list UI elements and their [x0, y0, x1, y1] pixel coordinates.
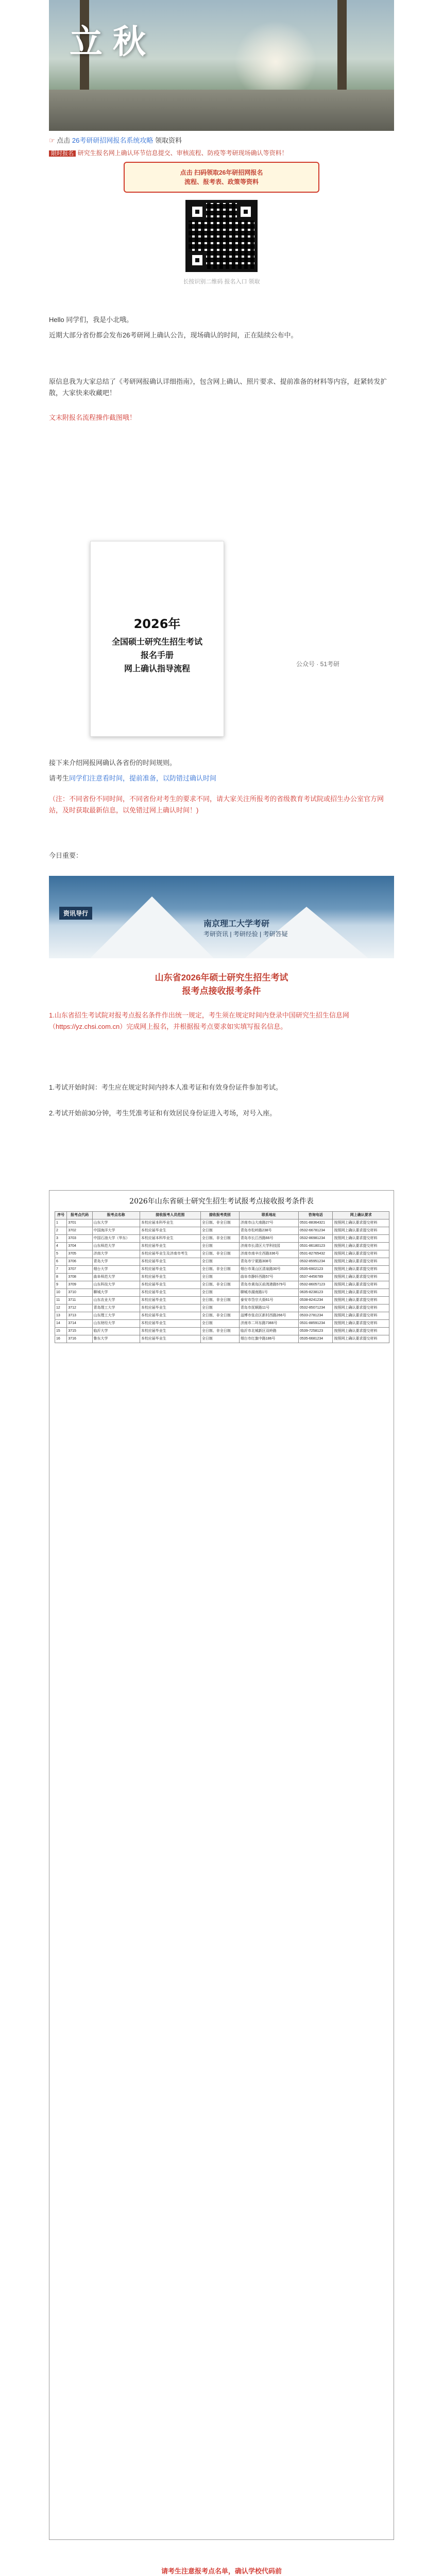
table-cell: 临沂市北城新区双岭路 [239, 1328, 298, 1335]
province-body: 1.山东省招生考试院对报考点报名条件作出统一规定，考生须在规定时间内登录中国研究生招生信息网（https://yz.chsi.com.cn）完成网上报名，并根据报考点要求如实填写报名信息。 [49, 1011, 349, 1030]
table-row [55, 1281, 389, 1289]
table-body [55, 1219, 389, 1343]
table-cell: 4 [55, 1243, 67, 1250]
table-cell: 按照网上确认要求提交材料 [333, 1328, 389, 1335]
table-cell: 全日制 [200, 1320, 239, 1328]
table-cell: 3706 [67, 1258, 92, 1266]
road [49, 90, 394, 131]
table-cell: 全日制 [200, 1243, 239, 1250]
table-row [55, 1335, 389, 1343]
table-cell: 0531-88364321 [299, 1219, 333, 1227]
table-cell: 山东农业大学 [92, 1297, 140, 1304]
table-cell: 青岛市宁夏路308号 [239, 1258, 298, 1266]
table-row [55, 1250, 389, 1258]
exam-site-table-image [49, 1190, 394, 2540]
table-header-cell: 报考点名称 [92, 1212, 140, 1219]
table-row [55, 1266, 389, 1274]
table-cell: 3711 [67, 1297, 92, 1304]
notice-tip-prefix: 请考生 [49, 774, 70, 782]
table-cell: 0635-8238123 [299, 1289, 333, 1297]
table-header-cell: 接收报考人员范围 [140, 1212, 200, 1219]
table-cell: 本校应届毕业生 [140, 1243, 200, 1250]
mountain-banner-image [49, 876, 394, 958]
table-row [55, 1227, 389, 1235]
table-cell: 3705 [67, 1250, 92, 1258]
table-cell: 5 [55, 1250, 67, 1258]
mountain-subcaption: 考研资讯 | 考研经验 | 考研答疑 [203, 930, 288, 938]
promo-banner-line1: 点击 扫码领取26年研招网报名 [180, 169, 263, 176]
table-cell: 按照网上确认要求提交材料 [333, 1297, 389, 1304]
table-cell: 按照网上确认要求提交材料 [333, 1243, 389, 1250]
province-title-2: 报考点接收报考条件 [182, 986, 261, 996]
header-line2-text: 研究生报名网上确认环节信息提交、审核流程、防疫等考研现场确认等资料！ [77, 149, 288, 157]
table-cell: 3716 [67, 1335, 92, 1343]
mountain-label: 资讯导行 [59, 907, 92, 920]
promo-banner[interactable] [124, 162, 319, 193]
table-cell: 本校应届毕业生 [140, 1297, 200, 1304]
table-cell: 全日制、非全日制 [200, 1219, 239, 1227]
table-cell: 全日制、非全日制 [200, 1312, 239, 1320]
table-cell: 0537-4456789 [299, 1274, 333, 1281]
table-cell: 本校应届毕业生 [140, 1289, 200, 1297]
notice-tip-emph: 同学们注意看时间， [69, 774, 130, 782]
notice-tip [49, 773, 394, 784]
table-cell: 本校应届毕业生 [140, 1266, 200, 1274]
intro-para-3: 原信息我为大家总结了《考研网报确认详细指南》，包含网上确认、照片要求、提前准备的材料等内容，赶紧转发扩散，大家快来收藏吧！ [49, 378, 387, 397]
table-cell: 3704 [67, 1243, 92, 1250]
table-cell: 0539-7258123 [299, 1328, 333, 1335]
table-cell: 泰安市岱宗大街61号 [239, 1297, 298, 1304]
table-cell: 聊城市湖南路1号 [239, 1289, 298, 1297]
table-cell: 7 [55, 1266, 67, 1274]
table-cell: 济南市南辛庄西路336号 [239, 1250, 298, 1258]
table-cell: 按照网上确认要求提交材料 [333, 1274, 389, 1281]
qr-finder [189, 203, 206, 221]
table-cell: 9 [55, 1281, 67, 1289]
table-cell: 济南市长清区大学科技园 [239, 1243, 298, 1250]
table-cell: 全日制 [200, 1274, 239, 1281]
table-cell: 青岛大学 [92, 1258, 140, 1266]
table-header-cell: 序号 [55, 1212, 67, 1219]
table-cell: 全日制 [200, 1289, 239, 1297]
table-cell: 0531-82765432 [299, 1250, 333, 1258]
qr-finder [189, 251, 206, 269]
table-cell: 济南市二环东路7366号 [239, 1320, 298, 1328]
notice-today: 今日重要： [49, 852, 83, 859]
table-cell: 13 [55, 1312, 67, 1320]
table-cell: 14 [55, 1320, 67, 1328]
table-cell: 0532-85071234 [299, 1304, 333, 1312]
doc-watermark: 公众号 · 51考研 [296, 660, 340, 668]
table-row [55, 1258, 389, 1266]
badge-limited: 限时报名 [49, 150, 76, 157]
table-cell: 0538-8241234 [299, 1297, 333, 1304]
table-cell: 全日制 [200, 1304, 239, 1312]
table-cell: 青岛市黄岛区前湾港路579号 [239, 1281, 298, 1289]
table-cell: 烟台大学 [92, 1266, 140, 1274]
table-cell: 全日制、非全日制 [200, 1266, 239, 1274]
table-cell: 全日制 [200, 1335, 239, 1343]
notice-warning: （注：不同省份不同时间，不同省份对考生的要求不同，请大家关注所报考的省级教育考试院或招生办公室官方网站，及时获取最新信息，以免错过网上确认时间！) [49, 795, 384, 814]
table-header-cell: 联系地址 [239, 1212, 298, 1219]
table-cell: 鲁东大学 [92, 1335, 140, 1343]
table-cell: 曲阜师范大学 [92, 1274, 140, 1281]
table-cell: 0535-6681234 [299, 1335, 333, 1343]
table-cell: 按照网上确认要求提交材料 [333, 1258, 389, 1266]
table-cell: 本校应届毕业生 [140, 1281, 200, 1289]
table-cell: 中国石油大学（华东） [92, 1235, 140, 1243]
doc-title-2: 报名手册 [140, 650, 174, 660]
table-row [55, 1289, 389, 1297]
table-header-cell: 咨询电话 [299, 1212, 333, 1219]
table-cell: 本校应届毕业生 [140, 1227, 200, 1235]
table-cell: 烟台市莱山区清泉路30号 [239, 1266, 298, 1274]
table-cell: 3714 [67, 1320, 92, 1328]
table-cell: 3702 [67, 1227, 92, 1235]
table-cell: 3715 [67, 1328, 92, 1335]
table-cell: 临沂大学 [92, 1328, 140, 1335]
table-cell: 聊城大学 [92, 1289, 140, 1297]
table-cell: 本校应届毕业生 [140, 1320, 200, 1328]
table-cell: 3712 [67, 1304, 92, 1312]
table-cell: 本校应届毕业生 [140, 1312, 200, 1320]
table-cell: 按照网上确认要求提交材料 [333, 1304, 389, 1312]
doc-year: 2026年 [133, 617, 181, 631]
promo-banner-line2: 流程、报考表、政策等资料 [184, 178, 259, 185]
table-cell: 11 [55, 1297, 67, 1304]
table-header-cell: 网上确认要求 [333, 1212, 389, 1219]
table-cell: 按照网上确认要求提交材料 [333, 1250, 389, 1258]
table-row [55, 1274, 389, 1281]
qr-finder [237, 203, 254, 221]
table-cell: 青岛市松岭路238号 [239, 1227, 298, 1235]
doc-title-3: 网上确认指导流程 [124, 664, 190, 673]
qr-hint: 长按识别二维码 报名入口 领取 [183, 279, 260, 285]
table-cell: 本校应届毕业生 [140, 1274, 200, 1281]
province-item-1: 1.考试开始时间：考生应在规定时间内持本人准考证和有效身份证件参加考试。 [49, 1083, 282, 1091]
table-cell: 青岛理工大学 [92, 1304, 140, 1312]
table-cell: 按照网上确认要求提交材料 [333, 1320, 389, 1328]
table-header-cell: 报考点代码 [67, 1212, 92, 1219]
mountain-peak [90, 896, 214, 958]
table-cell: 本校应届毕业生 [140, 1304, 200, 1312]
tree-trunk [337, 0, 347, 100]
table-header-row [55, 1212, 389, 1219]
table-cell: 0532-85951234 [299, 1258, 333, 1266]
table-cell: 6 [55, 1258, 67, 1266]
table-cell: 本校应届毕业生及济南市考生 [140, 1250, 200, 1258]
province-title-1: 山东省2026年硕士研究生招生考试 [155, 973, 288, 982]
table-cell: 3713 [67, 1312, 92, 1320]
table-row [55, 1304, 389, 1312]
table-row [55, 1328, 389, 1335]
table-cell: 按照网上确认要求提交材料 [333, 1219, 389, 1227]
table-cell: 全日制、非全日制 [200, 1328, 239, 1335]
guide-document-image [90, 541, 224, 737]
registration-guide-link[interactable]: 26考研研招网报名系统攻略 [72, 137, 154, 144]
table-cell: 青岛市长江西路66号 [239, 1235, 298, 1243]
intro-greeting: Hello 同学们，我是小北哦。 [49, 316, 133, 324]
table-cell: 3707 [67, 1266, 92, 1274]
table-cell: 本校应届本科毕业生 [140, 1235, 200, 1243]
table-cell: 全日制、非全日制 [200, 1235, 239, 1243]
table-cell: 3709 [67, 1281, 92, 1289]
table-cell: 本校应届毕业生 [140, 1328, 200, 1335]
table-cell: 按照网上确认要求提交材料 [333, 1235, 389, 1243]
intro-para-2: 近期大部分省份都会发布26考研网上确认公告，现场确认的时间，正在陆续公布中。 [49, 331, 298, 339]
table-cell: 按照网上确认要求提交材料 [333, 1281, 389, 1289]
arrow-icon: ☞ [49, 137, 55, 144]
table-cell: 按照网上确认要求提交材料 [333, 1312, 389, 1320]
table-cell: 山东理工大学 [92, 1312, 140, 1320]
table-cell: 本校应届毕业生 [140, 1335, 200, 1343]
table-row [55, 1243, 389, 1250]
table-cell: 淄博市张店区新村西路266号 [239, 1312, 298, 1320]
table-cell: 按照网上确认要求提交材料 [333, 1289, 389, 1297]
table-cell: 0535-6902123 [299, 1266, 333, 1274]
table-cell: 16 [55, 1335, 67, 1343]
table-cell: 8 [55, 1274, 67, 1281]
table-cell: 本校应届本科毕业生 [140, 1219, 200, 1227]
table-cell: 0531-86180123 [299, 1243, 333, 1250]
qr-code-registration[interactable] [185, 200, 258, 272]
table-cell: 济南市山大南路27号 [239, 1219, 298, 1227]
table-cell: 全日制、非全日制 [200, 1250, 239, 1258]
doc-title-1: 全国硕士研究生招生考试 [111, 637, 202, 647]
table-cell: 2 [55, 1227, 67, 1235]
table-row [55, 1312, 389, 1320]
table-cell: 青岛市抚顺路11号 [239, 1304, 298, 1312]
header-line1-suffix: 领取资料 [155, 137, 182, 144]
table-row [55, 1235, 389, 1243]
table-cell: 0532-86057123 [299, 1281, 333, 1289]
hero-title: 立秋 [70, 23, 156, 61]
table-cell: 全日制、非全日制 [200, 1297, 239, 1304]
table-cell: 10 [55, 1289, 67, 1297]
table-cell: 本校应届毕业生 [140, 1258, 200, 1266]
table-row [55, 1297, 389, 1304]
table-cell: 3708 [67, 1274, 92, 1281]
table-cell: 全日制、非全日制 [200, 1281, 239, 1289]
table-cell: 3703 [67, 1235, 92, 1243]
table-cell: 全日制 [200, 1227, 239, 1235]
notice-intro: 接下来介绍网报网确认各省份的时间规则。 [49, 759, 177, 767]
header-line-2 [49, 147, 394, 159]
table-cell: 12 [55, 1304, 67, 1312]
intro-para-4: 文末附报名流程操作截图哦！ [49, 414, 137, 421]
table-row [55, 1320, 389, 1328]
table-cell: 山东财经大学 [92, 1320, 140, 1328]
table-cell: 3 [55, 1235, 67, 1243]
exam-site-table [55, 1211, 389, 1343]
table-cell: 山东大学 [92, 1219, 140, 1227]
table-cell: 0533-2781234 [299, 1312, 333, 1320]
table-cell: 按照网上确认要求提交材料 [333, 1266, 389, 1274]
mountain-caption: 南京理工大学考研 [203, 920, 270, 928]
table-cell: 烟台市红旗中路186号 [239, 1335, 298, 1343]
table-cell: 0531-88591234 [299, 1320, 333, 1328]
province-item-2: 2.考试开始前30分钟，考生凭准考证和有效居民身份证进入考场，对号入座。 [49, 1109, 277, 1117]
table-cell: 3710 [67, 1289, 92, 1297]
table-title: 2026年山东省硕士研究生招生考试报考点接收报考条件表 [129, 1197, 314, 1206]
table-cell: 曲阜市静轩西路57号 [239, 1274, 298, 1281]
table-cell: 山东科技大学 [92, 1281, 140, 1289]
hero-banner-image [49, 0, 394, 131]
table-cell: 中国海洋大学 [92, 1227, 140, 1235]
header-line1-prefix: 点击 [57, 137, 71, 144]
table-cell: 按照网上确认要求提交材料 [333, 1335, 389, 1343]
table-cell: 全日制 [200, 1258, 239, 1266]
table-cell: 按照网上确认要求提交材料 [333, 1227, 389, 1235]
table-cell: 0532-66781234 [299, 1227, 333, 1235]
after-table-note: 请考生注意报考点名单，确认学校代码前 [161, 2567, 282, 2575]
notice-tip-text: 提前准备，以防错过确认时间 [129, 774, 217, 782]
table-cell: 0532-86981234 [299, 1235, 333, 1243]
table-row [55, 1219, 389, 1227]
table-cell: 15 [55, 1328, 67, 1335]
header-line-1 [49, 135, 394, 146]
table-cell: 3701 [67, 1219, 92, 1227]
table-cell: 山东师范大学 [92, 1243, 140, 1250]
table-cell: 1 [55, 1219, 67, 1227]
table-cell: 济南大学 [92, 1250, 140, 1258]
table-header-cell: 接收报考类别 [200, 1212, 239, 1219]
